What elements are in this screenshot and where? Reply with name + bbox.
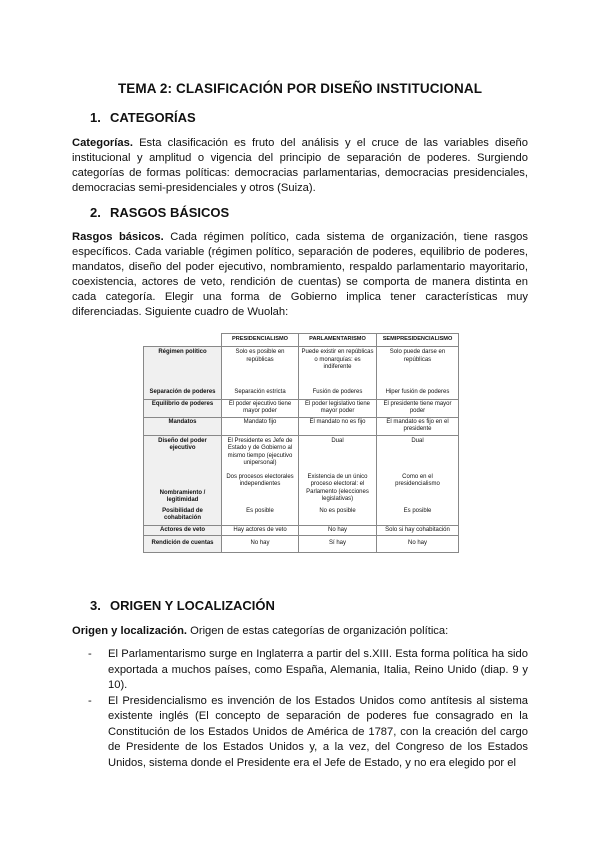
- cell-rendicion-semipresidencialismo: No hay: [377, 536, 459, 553]
- cell-veto-parlamentarismo: No hay: [299, 525, 377, 536]
- section-number: 2.: [90, 205, 101, 220]
- cell-regimen-parlamentarismo: Puede existir en repúblicas o monarquías: es indiferente: [301, 349, 374, 370]
- paragraph-origen: [72, 624, 528, 639]
- row-label-rendicion: Rendición de cuentas: [144, 536, 222, 553]
- paragraph-rasgos: [72, 230, 528, 320]
- row-label-nombramiento: Nombramiento / legitimidad: [159, 489, 206, 503]
- paragraph-categorias: [72, 136, 528, 196]
- table-cell: [377, 347, 459, 400]
- cell-mandatos-semipresidencialismo: El mandato es fijo en el presidente: [377, 417, 459, 435]
- row-label-regimen: Régimen político: [158, 349, 207, 355]
- row-label-cohabitacion: Posibilidad de cohabitación: [162, 507, 203, 521]
- bullet-list: [72, 647, 528, 771]
- paragraph-text: Cada régimen político, cada sistema de organización, tiene rasgos específicos. Cada variable (régimen político, separación de poderes, equilibrio de poderes, mandatos, diseño del poder ejecutivo, nombramiento, respaldo parlamentario mayoritario, coexistencia, actores de veto, rendición de cuentas) se comporta de manera distinta en cada categoría. Elegir una forma de Gobierno implica tener características muy diferenciadas. Siguiente cuadro de Wuolah:: [72, 231, 528, 318]
- section-heading-text: RASGOS BÁSICOS: [110, 205, 230, 220]
- row-label-equilibrio: Equilibrio de poderes: [144, 399, 222, 417]
- row-label-veto: Actores de veto: [144, 525, 222, 536]
- table-cell: [299, 347, 377, 400]
- cell-separacion-semipresidencialismo: Hiper fusión de poderes: [385, 389, 450, 395]
- cell-equilibrio-presidencialismo: El poder ejecutivo tiene mayor poder: [222, 399, 299, 417]
- section-heading-text: ORIGEN Y LOCALIZACIÓN: [110, 598, 275, 613]
- paragraph-text: Origen de estas categorías de organización política:: [190, 625, 449, 637]
- section-heading-rasgos: [90, 205, 229, 220]
- cell-mandatos-presidencialismo: Mandato fijo: [222, 417, 299, 435]
- table-header-presidencialismo: PRESIDENCIALISMO: [222, 334, 299, 347]
- list-item: [72, 694, 528, 772]
- table-header-parlamentarismo: PARLAMENTARISMO: [299, 334, 377, 347]
- cell-diseno-presidencialismo: El Presidente es Jefe de Estado y de Gobierno al mismo tiempo (ejecutivo unipersonal): [227, 437, 293, 466]
- table-row: [144, 417, 459, 435]
- cell-regimen-semipresidencialismo: Solo puede darse en repúblicas: [389, 349, 446, 363]
- table-cell: [222, 347, 299, 400]
- section-number: 3.: [90, 598, 101, 613]
- section-heading-origen: [90, 598, 275, 613]
- table-cell: [222, 435, 299, 525]
- cell-separacion-presidencialismo: Separación estricta: [234, 389, 286, 395]
- paragraph-lead: Origen y localización.: [72, 625, 188, 637]
- table-row: [144, 435, 459, 525]
- comparison-table: [143, 333, 459, 553]
- bullet-dash: -: [88, 694, 92, 707]
- cell-veto-presidencialismo: Hay actores de veto: [222, 525, 299, 536]
- cell-rendicion-presidencialismo: No hay: [222, 536, 299, 553]
- paragraph-lead: Categorías.: [72, 137, 133, 149]
- bullet-dash: -: [88, 648, 92, 660]
- section-heading-text: CATEGORÍAS: [110, 110, 196, 125]
- table-row: [144, 399, 459, 417]
- table-row-header: [144, 347, 222, 400]
- cell-nombramiento-presidencialismo: Dos procesos electorales independientes: [226, 473, 294, 487]
- row-label-mandatos: Mandatos: [144, 417, 222, 435]
- cell-cohabitacion-presidencialismo: Es posible: [246, 507, 274, 514]
- cell-equilibrio-semipresidencialismo: El presidente tiene mayor poder: [377, 399, 459, 417]
- table-corner: [144, 334, 222, 347]
- cell-equilibrio-parlamentarismo: El poder legislativo tiene mayor poder: [299, 399, 377, 417]
- table-cell: [299, 435, 377, 525]
- table-row: [144, 536, 459, 553]
- list-item: [72, 647, 528, 694]
- bullet-text: El Parlamentarismo surge en Inglaterra a partir del s.XIII. Esta forma política ha sido exportada a muchos países, como España, Alemania, Italia, Reino Unido (diap. 9 y 10).: [108, 648, 528, 691]
- table-header-row: [144, 334, 459, 347]
- cell-nombramiento-semipresidencialismo: Como en el presidencialismo: [395, 473, 440, 487]
- table-row: [144, 525, 459, 536]
- row-label-diseno: Diseño del poder ejecutivo: [158, 437, 207, 451]
- paragraph-lead: Rasgos básicos.: [72, 231, 164, 243]
- paragraph-text: Esta clasificación es fruto del análisis y el cruce de las variables diseño institucional y amplitud o vigencia del principio de separación de poderes. Surgiendo categorías de formas políticas: democracias parlamentarias, democracias presidenciales, democracias semi-presidenciales y otros (Suiza).: [72, 137, 528, 194]
- table-row: [144, 347, 459, 400]
- bullet-text: El Presidencialismo es invención de los Estados Unidos como antítesis al sistema existente inglés (El concepto de separación de poderes fue consagrado en la Constitución de los Estados Unidos de América de 1787, con la creación del cargo de Presidente de los Estados Unidos y, a la vez, del Congreso de los Estados Unidos, sistema donde el Presidente era el Jefe de Estado, y no era elegido por el: [108, 694, 528, 769]
- cell-diseno-semipresidencialismo: Dual: [411, 437, 424, 444]
- cell-cohabitacion-semipresidencialismo: Es posible: [403, 507, 432, 514]
- cell-separacion-parlamentarismo: Fusión de poderes: [312, 389, 363, 395]
- cell-mandatos-parlamentarismo: El mandato no es fijo: [299, 417, 377, 435]
- cell-nombramiento-parlamentarismo: Existencia de un único proceso electoral: el Parlamento (elecciones legislativas): [306, 473, 369, 502]
- section-number: 1.: [90, 110, 101, 125]
- table-header-semipresidencialismo: SEMIPRESIDENCIALISMO: [377, 334, 459, 347]
- cell-diseno-parlamentarismo: Dual: [331, 437, 344, 444]
- cell-rendicion-parlamentarismo: Sí hay: [299, 536, 377, 553]
- table-row-header: [144, 435, 222, 525]
- page-title: TEMA 2: CLASIFICACIÓN POR DISEÑO INSTITUCIONAL: [117, 81, 483, 96]
- table-cell: [377, 435, 459, 525]
- cell-regimen-presidencialismo: Solo es posible en repúblicas: [235, 349, 285, 363]
- cell-veto-semipresidencialismo: Solo si hay cohabitación: [377, 525, 459, 536]
- section-heading-categorias: [90, 110, 196, 125]
- row-label-separacion: Separación de poderes: [149, 389, 216, 395]
- cell-cohabitacion-parlamentarismo: No es posible: [319, 507, 356, 514]
